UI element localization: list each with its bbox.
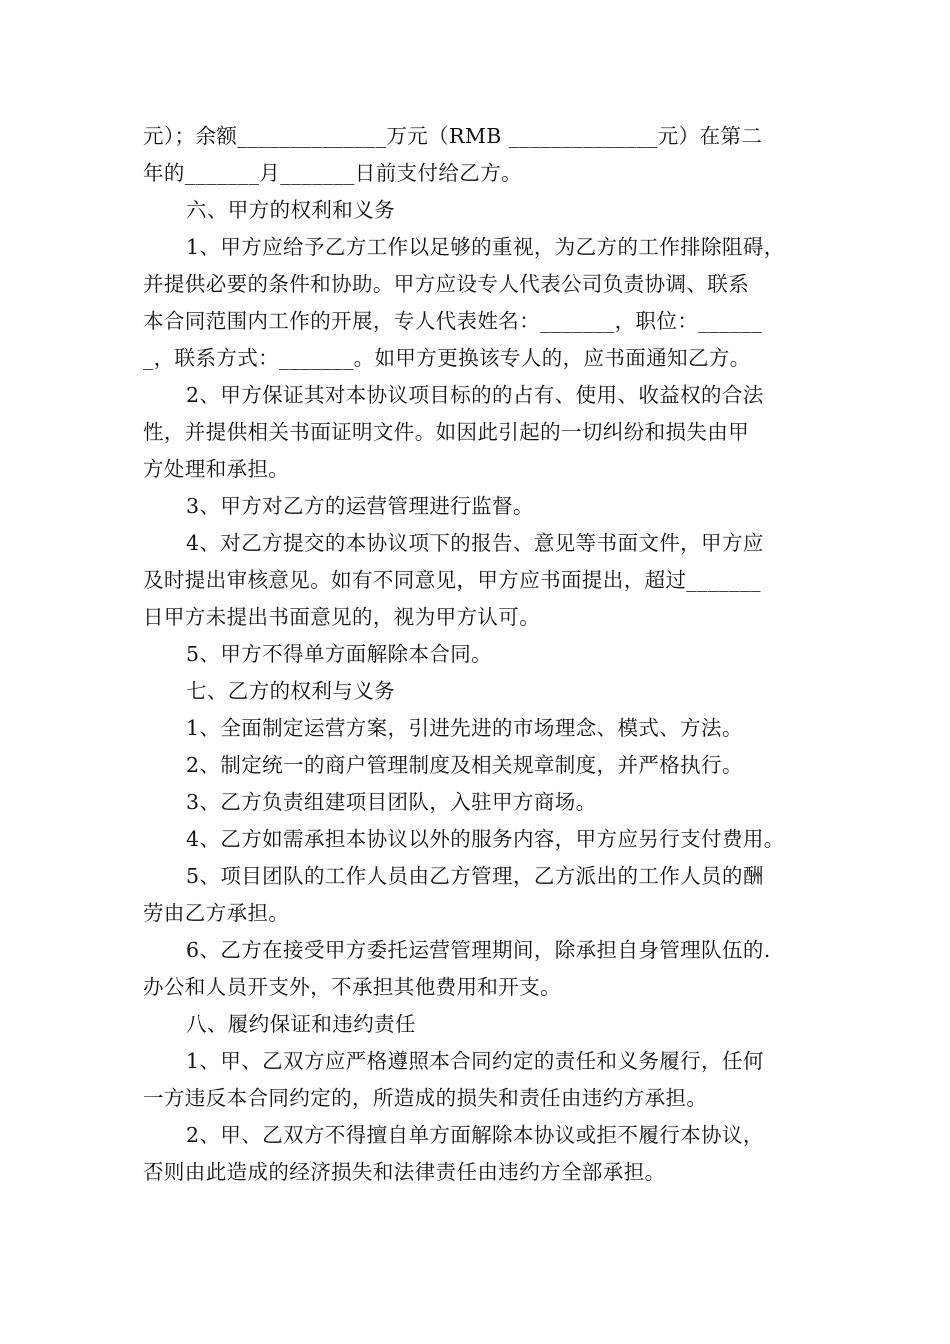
document-line: 否则由此造成的经济损失和法律责任由违约方全部承担。: [143, 1160, 666, 1184]
document-line: 1、甲方应给予乙方工作以足够的重视，为乙方的工作排除阻碍，: [186, 235, 785, 259]
document-line: 5、甲方不得单方面解除本合同。: [186, 642, 493, 666]
document-line: 4、乙方如需承担本协议以外的服务内容，甲方应另行支付费用。: [186, 827, 785, 851]
document-line: 1、甲、乙双方应严格遵照本合同约定的责任和义务履行，任何: [186, 1049, 764, 1073]
document-line: 一方违反本合同约定的，所造成的损失和责任由违约方承担。: [143, 1086, 708, 1110]
document-line: 4、对乙方提交的本协议项下的报告、意见等书面文件，甲方应: [186, 531, 764, 555]
document-line: 本合同范围内工作的开展，专人代表姓名：_______，职位：______: [143, 309, 763, 333]
document-line: 5、项目团队的工作人员由乙方管理，乙方派出的工作人员的酬: [186, 864, 764, 888]
document-line: 七、乙方的权利与义务: [186, 679, 395, 703]
document-line: 元）；余额______________万元（RMB ______________元）在第二: [143, 124, 763, 148]
document-line: 并提供必要的条件和协助。甲方应设专人代表公司负责协调、联系: [143, 272, 750, 296]
document-line: 八、履约保证和违约责任: [186, 1012, 416, 1036]
document-line: 1、全面制定运营方案，引进先进的市场理念、模式、方法。: [186, 716, 743, 740]
document-line: 方处理和承担。: [143, 457, 290, 481]
document-line: 3、乙方负责组建项目团队，入驻甲方商场。: [186, 790, 597, 814]
document-line: 年的_______月_______日前支付给乙方。: [143, 161, 522, 185]
document-line: 办公和人员开支外，不承担其他费用和开支。: [143, 975, 561, 999]
document-line: 及时提出审核意见。如有不同意见，甲方应书面提出，超过_______: [143, 568, 761, 592]
document-line: 3、甲方对乙方的运营管理进行监督。: [186, 494, 534, 518]
document-body: [143, 118, 813, 1191]
document-line: 日甲方未提出书面意见的，视为甲方认可。: [143, 605, 541, 629]
document-line: 2、制定统一的商户管理制度及相关规章制度，并严格执行。: [186, 753, 743, 777]
document-line: 劳由乙方承担。: [143, 901, 290, 925]
document-line: 6、乙方在接受甲方委托运营管理期间，除承担自身管理队伍的.: [186, 938, 771, 962]
document-line: 2、甲方保证其对本协议项目标的的占有、使用、收益权的合法: [186, 383, 764, 407]
document-line: 性，并提供相关书面证明文件。如因此引起的一切纠纷和损失由甲: [143, 420, 750, 444]
document-line: 2、甲、乙双方不得擅自单方面解除本协议或拒不履行本协议，: [186, 1123, 764, 1147]
document-line: 六、甲方的权利和义务: [186, 198, 395, 222]
document-line: _，联系方式：_______。如甲方更换该专人的，应书面通知乙方。: [143, 346, 751, 370]
